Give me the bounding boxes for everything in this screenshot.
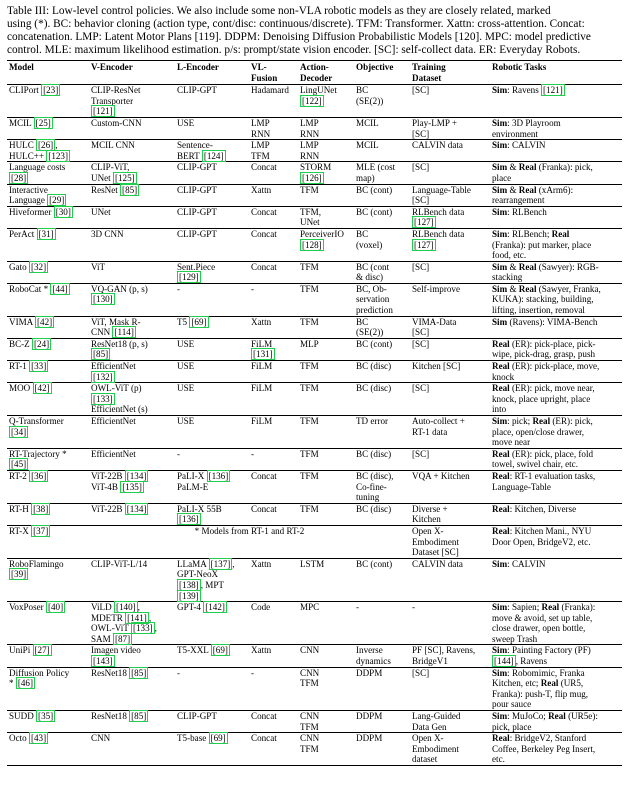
table-cell: LSTM	[300, 558, 325, 569]
table-cell: VQ-GAN (p, s) [130]	[91, 283, 148, 305]
table-row	[7, 338, 622, 360]
table-cell: CALVIN data	[412, 140, 463, 151]
table-cell: BC (cont)	[356, 206, 393, 217]
table-cell: MCIL [25]	[9, 117, 51, 128]
table-cell: TFM, UNet	[300, 206, 321, 228]
citation-link[interactable]: [85]	[131, 667, 147, 678]
citation-link[interactable]: [136]	[179, 514, 199, 525]
table-cell: BC (cont)	[356, 184, 393, 195]
table-cell: Diverse + Kitchen	[412, 503, 448, 525]
table-cell: FiLM	[251, 383, 273, 394]
table-cell: Sim: RLBench; Real (Franka): put marker, place food, etc.	[492, 228, 592, 261]
citation-link[interactable]: [142]	[205, 602, 225, 613]
table-cell: Interactive Language [29]	[9, 184, 65, 206]
table-cell: ResNet18 [85]	[91, 667, 147, 678]
table-cell: BC (disc)	[356, 448, 392, 459]
table-cell: USE	[177, 416, 195, 426]
table-cell: Sim: Ravens [121]	[492, 85, 563, 96]
table-cell: TFM	[300, 184, 319, 195]
table-cell: ViT-22B [134] ViT-4B [135]	[91, 470, 147, 492]
citation-link[interactable]: [124]	[203, 150, 224, 161]
table-row	[7, 206, 622, 228]
table-cell: TFM	[300, 361, 319, 372]
table-caption	[7, 5, 623, 57]
table-cell: T5 [69]	[177, 316, 207, 327]
citation-link[interactable]: [140]	[115, 602, 136, 613]
table-cell: ResNet18 (p, s) [85]	[91, 338, 148, 360]
table-row	[7, 470, 622, 503]
table-cell: STORM [126]	[300, 162, 332, 183]
citation-link[interactable]: [125]	[114, 172, 135, 183]
citation-link[interactable]: [114]	[114, 327, 134, 338]
table-cell: Lang-Guided Data Gen	[412, 711, 461, 732]
table-cell: MOO [42]	[9, 383, 50, 394]
table-row	[7, 525, 622, 558]
table-cell: Diffusion Policy * [46]	[9, 667, 70, 689]
table-cell: Sim: Robomimic, Franka Kitchen, etc; Real (UR5, Franka): push-T, flip mug, pour sauce	[492, 667, 589, 710]
citation-link[interactable]: [144]	[494, 656, 514, 667]
table-cell-note: * Models from RT-1 and RT-2	[194, 525, 305, 536]
table-cell: Sim & Real (Sawyer): RGB- stacking	[492, 261, 599, 283]
table-cell: [SC]	[412, 383, 430, 394]
table-cell: Concat	[251, 162, 277, 173]
vla-policies-table	[7, 60, 622, 766]
table-cell: RT-X [37]	[9, 525, 49, 536]
citation-link[interactable]: [130]	[93, 294, 113, 305]
citation-link[interactable]: [43]	[30, 733, 47, 744]
table-cell: BC (disc)	[356, 361, 392, 372]
citation-link[interactable]: [141]	[127, 612, 147, 623]
table-cell: Real (ER): pick, move near, knock, place upright, place into	[492, 383, 595, 415]
table-cell: ViT, Mask R- CNN [114]	[91, 316, 141, 338]
citation-link[interactable]: [85]	[122, 184, 138, 195]
table-cell: -	[356, 602, 360, 613]
table-cell: TD error	[356, 416, 389, 426]
citation-link[interactable]: [36]	[31, 470, 47, 481]
table-cell: RT-H [38]	[9, 503, 49, 514]
table-cell: EfficientNet	[91, 448, 136, 459]
table-cell: Sentence- BERT [124]	[177, 140, 224, 161]
table-cell: CLIP-GPT	[177, 162, 217, 173]
table-row	[7, 645, 622, 667]
citation-link[interactable]: [121]	[93, 106, 113, 117]
table-cell: Self-improve	[412, 283, 460, 294]
table-cell: -	[251, 448, 255, 459]
citation-link[interactable]: [31]	[38, 228, 54, 239]
citation-link[interactable]: [35]	[38, 711, 54, 722]
table-cell: TFM	[300, 503, 319, 514]
table-cell: Concat	[251, 261, 277, 272]
table-cell: BC (cont)	[356, 338, 393, 349]
table-cell: UNet	[91, 206, 111, 217]
table-cell: CLIP-GPT	[177, 184, 217, 195]
table-cell: TFM	[300, 261, 319, 272]
table-cell: TFM	[300, 383, 319, 394]
table-cell: Imagen video [143]	[91, 645, 141, 667]
table-cell: MCIL	[356, 117, 379, 128]
table-row	[7, 558, 622, 601]
citation-link[interactable]: [134]	[126, 470, 147, 481]
citation-link[interactable]: [85]	[93, 349, 109, 360]
table-cell: -	[251, 283, 255, 294]
table-cell: Auto-collect + RT-1 data	[412, 416, 465, 437]
table-cell: BC (SE(2))	[356, 316, 384, 338]
table-cell: BC (cont)	[356, 558, 393, 569]
table-cell: RT-1 [33]	[9, 361, 47, 372]
citation-link[interactable]: [69]	[210, 733, 226, 744]
citation-link[interactable]: [38]	[33, 503, 49, 514]
table-cell: -	[177, 448, 181, 459]
table-row	[7, 733, 622, 766]
table-row	[7, 261, 622, 283]
citation-link[interactable]: [139]	[179, 590, 199, 601]
citation-link[interactable]: [25]	[35, 117, 51, 128]
table-cell: CLIP-ViT-L/14	[91, 558, 148, 569]
table-cell: Real: BridgeV2, Stanford Coffee, Berkeley Peg Insert, etc.	[492, 733, 596, 765]
table-cell: RoboCat * [44]	[9, 283, 68, 294]
table-cell: Sim: RLBench	[492, 206, 547, 217]
table-cell: Code	[251, 602, 271, 613]
table-cell: TFM	[300, 470, 319, 481]
table-cell: PerceiverIO [128]	[300, 228, 344, 250]
table-row	[7, 416, 622, 449]
caption-line: control. MLE: maximum likelihood estimation. p/s: prompt/state vision encoder. [SC]: self-collect data. ER: Everyday Robots.	[7, 44, 581, 56]
table-cell: TFM	[300, 316, 319, 327]
table-cell: Real: Kitchen Mani., NYU Door Open, BridgeV2, etc.	[492, 525, 592, 547]
table-cell: CLIP-GPT	[177, 206, 217, 217]
table-cell: GPT-4 [142]	[177, 602, 225, 613]
table-row	[7, 228, 622, 261]
table-row	[7, 448, 622, 470]
table-cell: PaLI-X 55B [136]	[177, 503, 222, 525]
table-cell: 3D CNN	[91, 228, 124, 239]
column-header: Robotic Tasks	[490, 61, 622, 85]
citation-link[interactable]: [69]	[191, 316, 207, 327]
table-cell: Sent.Piece [129]	[177, 261, 216, 283]
citation-link[interactable]: [32]	[30, 261, 47, 272]
citation-link[interactable]: [28]	[11, 172, 27, 183]
citation-link[interactable]: [133]	[93, 393, 113, 404]
table-cell: -	[177, 283, 181, 294]
citation-link[interactable]: [34]	[11, 426, 27, 437]
citation-link[interactable]: [42]	[34, 383, 50, 394]
table-cell: Open X- Embodiment dataset	[412, 733, 459, 765]
table-cell: Sim (Ravens): VIMA-Bench	[492, 316, 598, 327]
table-cell: LLaMA [137] , GPT-NeoX [138] , MPT [139]	[177, 558, 235, 601]
caption-line: concatenation. LMP: Latent Motor Plans [119]. DDPM: Denoising Diffusion Probabilistic Models [120]. MPC: model predictive	[7, 31, 591, 43]
column-header: Model	[7, 61, 89, 85]
table-cell: LMP TFM	[251, 140, 270, 161]
table-row	[7, 85, 622, 118]
table-cell: FiLM	[251, 416, 273, 426]
citation-link[interactable]: [126]	[302, 172, 322, 183]
table-cell: MLP	[300, 338, 319, 349]
table-cell: [SC]	[412, 162, 430, 173]
citation-link[interactable]: [123]	[48, 150, 68, 161]
table-cell: DDPM	[356, 711, 383, 722]
table-row	[7, 383, 622, 416]
table-cell: Sim: CALVIN	[492, 558, 546, 569]
table-row	[7, 667, 622, 710]
table-cell: Xattn	[251, 558, 272, 569]
table-cell: ResNet18 [85]	[91, 711, 147, 722]
table-cell: Sim: Painting Factory (PF) [144] , Ravens	[492, 645, 591, 667]
citation-link[interactable]: [42]	[37, 316, 53, 327]
table-cell: Concat	[251, 503, 277, 514]
citation-link[interactable]: [33]	[31, 361, 47, 372]
table-cell: CLIP-GPT	[177, 711, 217, 722]
table-cell: [SC]	[412, 85, 430, 96]
table-cell: CLIP-ViT, UNet [125]	[91, 162, 135, 183]
table-cell: Real: RT-1 evaluation tasks, Language-Table	[492, 470, 596, 492]
table-cell: BC (SE(2))	[356, 85, 384, 106]
table-cell: CLIP-GPT	[177, 228, 217, 239]
caption-line: Table III: Low-level control policies. We also include some non-VLA robotic models as they are closely related, marked	[7, 5, 551, 17]
table-cell: BC (disc), Co-fine- tuning	[356, 470, 394, 503]
table-cell: TFM	[300, 416, 319, 426]
table-cell: Concat	[251, 228, 277, 239]
table-cell: CLIPort [23]	[9, 85, 59, 96]
table-row	[7, 503, 622, 525]
table-cell: CNN TFM	[300, 667, 320, 689]
table-cell: DDPM	[356, 733, 383, 744]
table-cell: Concat	[251, 711, 277, 722]
table-cell: LingUNet [122]	[300, 85, 337, 106]
table-cell: Sim & Real (Franka): pick, place	[492, 162, 593, 183]
citation-link[interactable]: [29]	[49, 195, 65, 206]
citation-link[interactable]: [131]	[253, 349, 273, 360]
column-header: VL- Fusion	[249, 61, 298, 85]
table-cell: Concat	[251, 470, 277, 481]
table-cell: LMP RNN	[300, 117, 320, 139]
table-cell: MCIL	[356, 140, 379, 151]
citation-link[interactable]: [134]	[126, 503, 147, 514]
table-cell: Sim: 3D Playroom environment	[492, 117, 561, 139]
table-cell: Sim: CALVIN	[492, 140, 546, 151]
table-cell: TFM	[300, 448, 319, 459]
table-cell: RLBench data [127]	[412, 228, 465, 250]
table-cell: MLE (cost map)	[356, 162, 396, 183]
table-cell: Q-Transformer [34]	[9, 416, 64, 437]
table-cell: VIMA-Data [SC]	[412, 316, 457, 338]
table-cell: Custom-CNN	[91, 117, 142, 128]
citation-link[interactable]: [128]	[302, 239, 322, 250]
citation-link[interactable]: [44]	[52, 283, 68, 294]
table-cell: USE	[177, 338, 195, 349]
table-cell: -	[412, 602, 416, 613]
table-cell: SUDD [35]	[9, 711, 54, 722]
table-cell: BC, Ob- servation prediction	[356, 283, 393, 316]
table-cell: ViLD [140] , MDETR [141] , OWL-ViT [133] , SAM [87]	[91, 602, 157, 644]
table-cell: -	[251, 667, 255, 678]
table-cell: Language-Table [SC]	[412, 184, 471, 206]
table-cell: [SC]	[412, 448, 430, 459]
table-cell: BC (cont & disc)	[356, 261, 390, 283]
citation-link[interactable]: [132]	[93, 371, 113, 382]
table-cell: Octo [43]	[9, 733, 47, 744]
citation-link[interactable]: [127]	[414, 239, 434, 250]
citation-link[interactable]: [135]	[122, 481, 142, 492]
table-cell: FiLM [131]	[251, 338, 273, 360]
citation-link[interactable]: [39]	[11, 569, 27, 580]
table-cell: Xattn	[251, 184, 272, 195]
citation-link[interactable]: [69]	[212, 645, 228, 656]
table-cell: ResNet [85]	[91, 184, 138, 195]
table-cell: VIMA [42]	[9, 316, 53, 327]
citation-link[interactable]: [129]	[179, 272, 199, 283]
citation-link[interactable]: [40]	[47, 602, 64, 613]
table-cell: Kitchen [SC]	[412, 361, 461, 372]
table-cell: Real (ER): pick-place, pick- wipe, pick-drag, grasp, push	[492, 338, 596, 360]
table-cell: Real (ER): pick, place, fold towel, swivel chair, etc.	[492, 448, 594, 470]
table-cell: RT-2 [36]	[9, 470, 47, 481]
table-cell: T5-base [69]	[177, 733, 226, 744]
table-cell: EfficientNet [132]	[91, 361, 136, 382]
table-cell: TFM	[300, 283, 319, 294]
table-cell: MCIL CNN	[91, 140, 135, 151]
table-cell: Sim: Sapien; Real (Franka): move & avoid, set up table, close drawer, open bottle, sweep Trash	[492, 602, 596, 644]
caption-line: using (*). BC: behavior cloning (action type, cont/disc: continuous/discrete). TFM: Transformer. Xattn: cross-attention. Concat:	[7, 18, 585, 30]
table-cell: HULC [26] , HULC++ [123]	[9, 140, 68, 161]
citation-link[interactable]: [121]	[543, 85, 563, 96]
table-cell: Hadamard	[251, 85, 289, 96]
table-cell: VQA + Kitchen	[412, 470, 470, 481]
table-cell: USE	[177, 383, 195, 394]
table-cell: Sim & Real (Sawyer, Franka, KUKA): stacking, building, lifting, insertion, removal	[492, 283, 601, 316]
table-cell: RLBench data [127]	[412, 206, 465, 228]
table-cell: Inverse dynamics	[356, 645, 391, 667]
column-header: Training Dataset	[410, 61, 490, 85]
table-cell: RoboFlamingo [39]	[9, 558, 64, 580]
citation-link[interactable]: [137]	[210, 558, 231, 569]
table-cell: DDPM	[356, 667, 383, 678]
table-row	[7, 361, 622, 383]
table-cell: OWL-ViT (p) [133] EfficientNet (s)	[91, 383, 148, 415]
table-cell: LMP RNN	[300, 140, 320, 161]
citation-link[interactable]: [30]	[55, 206, 71, 217]
table-cell: [SC]	[412, 338, 430, 349]
table-cell: Hiveformer [30]	[9, 206, 71, 217]
citation-link[interactable]: [136]	[208, 470, 229, 481]
table-cell: Sim & Real (xArm6): rearrangement	[492, 184, 574, 206]
table-cell: -	[177, 667, 181, 678]
table-cell: Concat	[251, 733, 277, 744]
table-cell: CLIP-ResNet Transporter [121]	[91, 85, 141, 117]
table-cell: BC (disc)	[356, 503, 392, 514]
table-cell: Xattn	[251, 645, 272, 656]
column-header: Action- Decoder	[298, 61, 354, 85]
table-cell: VoxPoser [40]	[9, 602, 64, 613]
citation-link[interactable]: [26]	[38, 140, 54, 151]
table-cell: FiLM	[251, 361, 273, 372]
table-cell: BC (voxel)	[356, 228, 383, 250]
table-cell: Gato [32]	[9, 261, 47, 272]
table-cell: Concat	[251, 206, 277, 217]
header-row	[7, 61, 622, 85]
table-cell: [SC]	[412, 667, 430, 678]
table-row	[7, 140, 622, 162]
table-cell: ViT	[91, 261, 106, 272]
table-row	[7, 316, 622, 338]
table-row	[7, 117, 622, 139]
citation-link[interactable]: [122]	[302, 95, 322, 106]
table-cell: UniPi [27]	[9, 645, 50, 656]
table-cell: Real (ER): pick-place, move, knock	[492, 361, 600, 382]
table-row	[7, 602, 622, 645]
table-cell: Real: Kitchen, Diverse	[492, 503, 577, 514]
column-header: V-Encoder	[89, 61, 175, 85]
table-cell: ViT-22B [134]	[91, 503, 147, 514]
table-cell: LMP RNN	[251, 117, 271, 139]
table-cell: CNN	[91, 733, 111, 744]
table-cell: Xattn	[251, 316, 272, 327]
citation-link[interactable]: [87]	[114, 633, 131, 644]
citation-link[interactable]: [27]	[34, 645, 50, 656]
table-cell: CNN TFM	[300, 733, 320, 754]
citation-link[interactable]: [85]	[131, 711, 147, 722]
table-cell: PerAct [31]	[9, 228, 54, 239]
table-cell: USE	[177, 117, 195, 128]
column-header: Objective	[354, 61, 410, 85]
table-row	[7, 711, 622, 733]
table-cell: CNN	[300, 645, 320, 656]
citation-link[interactable]: [143]	[93, 656, 113, 667]
citation-link[interactable]: [45]	[11, 459, 27, 470]
table-cell: Play-LMP + [SC]	[412, 117, 457, 139]
table-cell: PF [SC], Ravens, BridgeV1	[412, 645, 476, 667]
table-row	[7, 283, 622, 316]
table-cell: PaLI-X [136] PaLM-E	[177, 470, 229, 492]
table-cell: RT-Trajectory * [45]	[9, 448, 67, 470]
table-cell: BC-Z [24]	[9, 338, 50, 349]
citation-link[interactable]: [133]	[132, 623, 153, 634]
citation-link[interactable]: [24]	[34, 338, 50, 349]
table-cell: EfficientNet	[91, 416, 136, 426]
table-cell: USE	[177, 361, 195, 372]
table-cell: Open X- Embodiment Dataset [SC]	[412, 525, 459, 558]
table-body	[7, 85, 622, 766]
table-cell: Sim: pick; Real (ER): pick, place, open/close drawer, move near	[492, 416, 593, 448]
citation-link[interactable]: [127]	[414, 217, 434, 228]
table-row	[7, 184, 622, 206]
table-row	[7, 162, 622, 184]
table-cell: BC (disc)	[356, 383, 392, 394]
citation-link[interactable]: [138]	[179, 579, 199, 590]
table-cell: CLIP-GPT	[177, 85, 217, 96]
citation-link[interactable]: [23]	[43, 85, 59, 96]
table-cell: [SC]	[412, 261, 430, 272]
table-cell: T5-XXL [69]	[177, 645, 228, 656]
column-header: L-Encoder	[175, 61, 249, 85]
table-cell: CALVIN data	[412, 558, 463, 569]
citation-link[interactable]: [46]	[17, 678, 33, 689]
citation-link[interactable]: [37]	[33, 525, 49, 536]
table-cell: MPC	[300, 602, 320, 613]
table-cell: Sim: MuJoCo; Real (UR5e): pick, place	[492, 711, 598, 732]
table-cell: CNN TFM	[300, 711, 320, 732]
table-cell: Language costs [28]	[9, 162, 66, 183]
